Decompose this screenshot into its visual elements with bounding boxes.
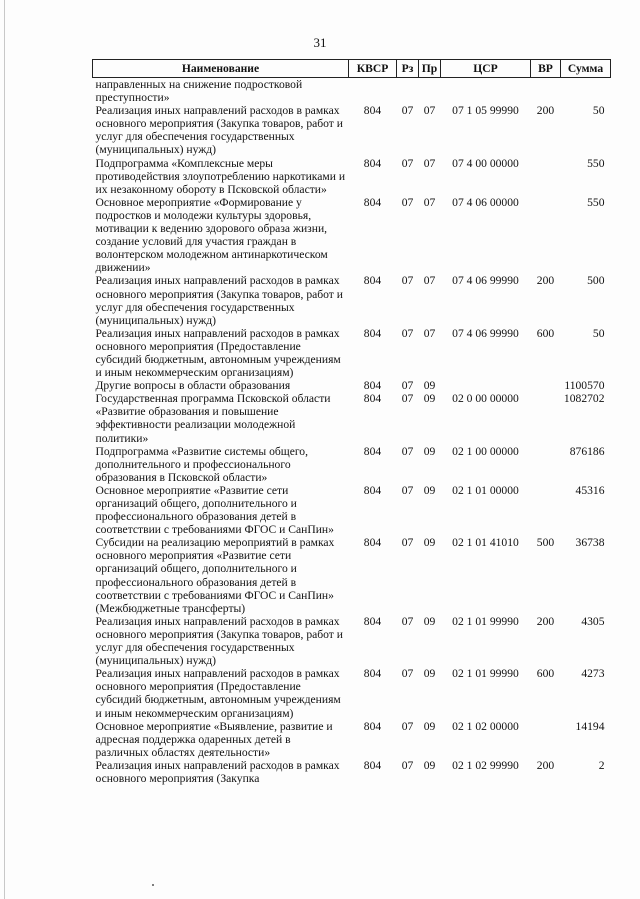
table-row bbox=[93, 615, 611, 667]
cell-pr: 09 bbox=[423, 392, 436, 406]
cell-rz: 07 bbox=[401, 379, 414, 393]
cell-vr bbox=[531, 78, 561, 105]
cell-vr: 200 bbox=[536, 104, 555, 118]
cell-name: Основное мероприятие «Формирование у подростков и молодежи культуры здоровья, мотивации к ведению здорового образа жизни, создание условий для участия граждан в волонтерском молодежном антинаркотическом движении» bbox=[95, 195, 328, 275]
cell-sum: 45316 bbox=[575, 483, 605, 497]
cell-rz: 07 bbox=[401, 614, 414, 628]
table-row bbox=[93, 759, 611, 785]
cell-sum: 50 bbox=[592, 326, 605, 340]
cell-kvsr: 804 bbox=[363, 156, 382, 170]
cell-rz: 07 bbox=[401, 483, 414, 497]
cell-pr: 07 bbox=[423, 156, 436, 170]
cell-pr: 09 bbox=[423, 667, 436, 681]
cell-vr bbox=[531, 720, 561, 759]
cell-rz bbox=[397, 78, 419, 105]
cell-name: Другие вопросы в области образования bbox=[95, 379, 291, 393]
cell-csr: 02 1 02 99990 bbox=[452, 758, 519, 772]
cell-sum: 876186 bbox=[569, 444, 605, 458]
cell-rz: 07 bbox=[401, 392, 414, 406]
cell-name: Подпрограмма «Комплексные меры противодействия злоупотреблению наркотиками и их незаконному обороту в Псковской области» bbox=[95, 156, 346, 196]
cell-rz: 07 bbox=[401, 719, 414, 733]
cell-sum bbox=[561, 78, 611, 105]
table-row bbox=[93, 392, 611, 444]
cell-sum: 36738 bbox=[575, 536, 605, 550]
table-row bbox=[93, 78, 611, 105]
budget-table bbox=[92, 59, 611, 785]
table-row bbox=[93, 445, 611, 484]
cell-kvsr: 804 bbox=[363, 483, 382, 497]
cell-kvsr: 804 bbox=[363, 195, 382, 209]
cell-name: Основное мероприятие «Развитие сети организаций общего, дополнительного и профессионального образования детей в соответствии с требованиями ФГОС и СанПин» bbox=[95, 483, 334, 537]
table-row bbox=[93, 104, 611, 156]
cell-sum: 14194 bbox=[575, 719, 605, 733]
cell-csr: 07 4 06 99990 bbox=[452, 274, 519, 288]
cell-csr: 02 1 01 41010 bbox=[452, 536, 519, 550]
cell-pr: 09 bbox=[423, 444, 436, 458]
cell-vr: 200 bbox=[536, 758, 555, 772]
cell-vr bbox=[531, 445, 561, 484]
cell-pr: 07 bbox=[423, 274, 436, 288]
cell-csr: 02 1 01 99990 bbox=[452, 667, 519, 681]
cell-kvsr: 804 bbox=[363, 392, 382, 406]
cell-pr: 09 bbox=[423, 614, 436, 628]
cell-name: Реализация иных направлений расходов в рамках основного мероприятия (Закупка товаров, работ и услуг для обеспечения государственных (муниципальных) нужд) bbox=[95, 274, 343, 327]
table-row bbox=[93, 667, 611, 719]
cell-csr: 07 1 05 99990 bbox=[452, 104, 519, 118]
table-row bbox=[93, 536, 611, 615]
cell-name: Субсидии на реализацию мероприятий в рамках основного мероприятия «Развитие сети организаций общего, дополнительного и профессионального образования детей в соответствии с требованиями ФГОС и СанПин» (Межбюджетные трансферты) bbox=[95, 536, 335, 615]
header-pr: Пр bbox=[419, 60, 441, 78]
cell-name: Основное мероприятие «Выявление, развитие и адресная поддержка одаренных детей в различных областях деятельности» bbox=[95, 719, 333, 759]
cell-csr: 02 0 00 00000 bbox=[452, 392, 519, 406]
cell-name: направленных на снижение подростковой преступности» bbox=[95, 78, 303, 105]
cell-kvsr: 804 bbox=[363, 326, 382, 340]
cell-pr: 07 bbox=[423, 104, 436, 118]
cell-rz: 07 bbox=[401, 156, 414, 170]
table-row bbox=[93, 379, 611, 392]
header-kvsr: КВСР bbox=[349, 60, 397, 78]
page-number: 31 bbox=[313, 35, 327, 50]
cell-rz: 07 bbox=[401, 536, 414, 550]
cell-vr: 500 bbox=[536, 536, 555, 550]
cell-vr bbox=[531, 392, 561, 444]
cell-rz: 07 bbox=[401, 274, 414, 288]
header-vr: ВР bbox=[531, 60, 561, 78]
cell-csr bbox=[441, 78, 531, 105]
scan-edge-line bbox=[4, 0, 5, 899]
cell-csr: 07 4 06 00000 bbox=[452, 195, 519, 209]
cell-sum: 4305 bbox=[581, 614, 605, 628]
cell-sum: 50 bbox=[592, 104, 605, 118]
cell-vr: 200 bbox=[536, 274, 555, 288]
cell-kvsr: 804 bbox=[363, 667, 382, 681]
cell-pr: 09 bbox=[423, 483, 436, 497]
cell-vr bbox=[531, 157, 561, 196]
cell-vr bbox=[531, 379, 561, 392]
cell-name: Реализация иных направлений расходов в рамках основного мероприятия (Предоставление субсидий бюджетным, автономным учреждениям и иным некоммерческим организациям) bbox=[95, 667, 341, 720]
cell-kvsr: 804 bbox=[363, 719, 382, 733]
cell-kvsr: 804 bbox=[363, 444, 382, 458]
cell-pr: 07 bbox=[423, 326, 436, 340]
cell-pr: 09 bbox=[423, 379, 436, 393]
cell-pr: 07 bbox=[423, 195, 436, 209]
cell-name: Реализация иных направлений расходов в рамках основного мероприятия (Закупка товаров, работ и услуг для обеспечения государственных (муниципальных) нужд) bbox=[95, 614, 343, 668]
cell-rz: 07 bbox=[401, 667, 414, 681]
cell-name: Реализация иных направлений расходов в рамках основного мероприятия (Закупка товаров, работ и услуг для обеспечения государственных (муниципальных) нужд) bbox=[95, 104, 343, 157]
cell-csr: 02 1 01 00000 bbox=[452, 483, 519, 497]
cell-sum: 4273 bbox=[581, 667, 605, 681]
cell-rz: 07 bbox=[401, 758, 414, 772]
cell-rz: 07 bbox=[401, 104, 414, 118]
scan-speck bbox=[152, 884, 154, 886]
cell-csr: 02 1 01 99990 bbox=[452, 614, 519, 628]
cell-sum: 2 bbox=[598, 758, 605, 772]
header-csr: ЦСР bbox=[441, 60, 531, 78]
cell-rz: 07 bbox=[401, 444, 414, 458]
header-sum: Сумма bbox=[561, 60, 611, 78]
cell-name: Подпрограмма «Развитие системы общего, дополнительного и профессионального образования в Псковской области» bbox=[95, 444, 308, 484]
cell-kvsr: 804 bbox=[363, 104, 382, 118]
cell-vr: 600 bbox=[536, 326, 555, 340]
table-header-row bbox=[93, 60, 611, 78]
cell-sum: 500 bbox=[587, 274, 605, 288]
table-row bbox=[93, 327, 611, 379]
cell-rz: 07 bbox=[401, 326, 414, 340]
cell-kvsr bbox=[349, 78, 397, 105]
cell-sum: 1100570 bbox=[564, 379, 605, 393]
table-row bbox=[93, 196, 611, 275]
header-rz: Рз bbox=[397, 60, 419, 78]
cell-name: Государственная программа Псковской области «Развитие образования и повышение эффективности реализации молодежной политики» bbox=[95, 392, 331, 445]
cell-kvsr: 804 bbox=[363, 536, 382, 550]
cell-sum: 550 bbox=[587, 156, 605, 170]
cell-csr: 02 1 00 00000 bbox=[452, 444, 519, 458]
cell-kvsr: 804 bbox=[363, 379, 382, 393]
cell-rz: 07 bbox=[401, 195, 414, 209]
table-body bbox=[93, 78, 611, 786]
cell-pr: 09 bbox=[423, 719, 436, 733]
cell-vr bbox=[531, 484, 561, 536]
cell-sum: 550 bbox=[587, 195, 605, 209]
cell-vr: 200 bbox=[536, 614, 555, 628]
cell-csr: 07 4 06 99990 bbox=[452, 326, 519, 340]
cell-csr: 07 4 00 00000 bbox=[452, 156, 519, 170]
cell-name: Реализация иных направлений расходов в рамках основного мероприятия (Предоставление субсидий бюджетным, автономным учреждениям и иным некоммерческим организациям) bbox=[95, 326, 341, 380]
cell-pr bbox=[419, 78, 441, 105]
table-row bbox=[93, 720, 611, 759]
table-row bbox=[93, 484, 611, 536]
table-row bbox=[93, 157, 611, 196]
cell-csr bbox=[441, 379, 531, 392]
cell-pr: 09 bbox=[423, 536, 436, 550]
cell-pr: 09 bbox=[423, 758, 436, 772]
cell-kvsr: 804 bbox=[363, 614, 382, 628]
cell-sum: 1082702 bbox=[563, 392, 605, 406]
cell-name: Реализация иных направлений расходов в рамках основного мероприятия (Закупка bbox=[95, 758, 340, 785]
cell-kvsr: 804 bbox=[363, 758, 382, 772]
header-name: Наименование bbox=[93, 60, 349, 78]
cell-kvsr: 804 bbox=[363, 274, 382, 288]
cell-vr: 600 bbox=[536, 667, 555, 681]
table-row bbox=[93, 274, 611, 326]
cell-vr bbox=[531, 196, 561, 275]
cell-csr: 02 1 02 00000 bbox=[452, 719, 519, 733]
